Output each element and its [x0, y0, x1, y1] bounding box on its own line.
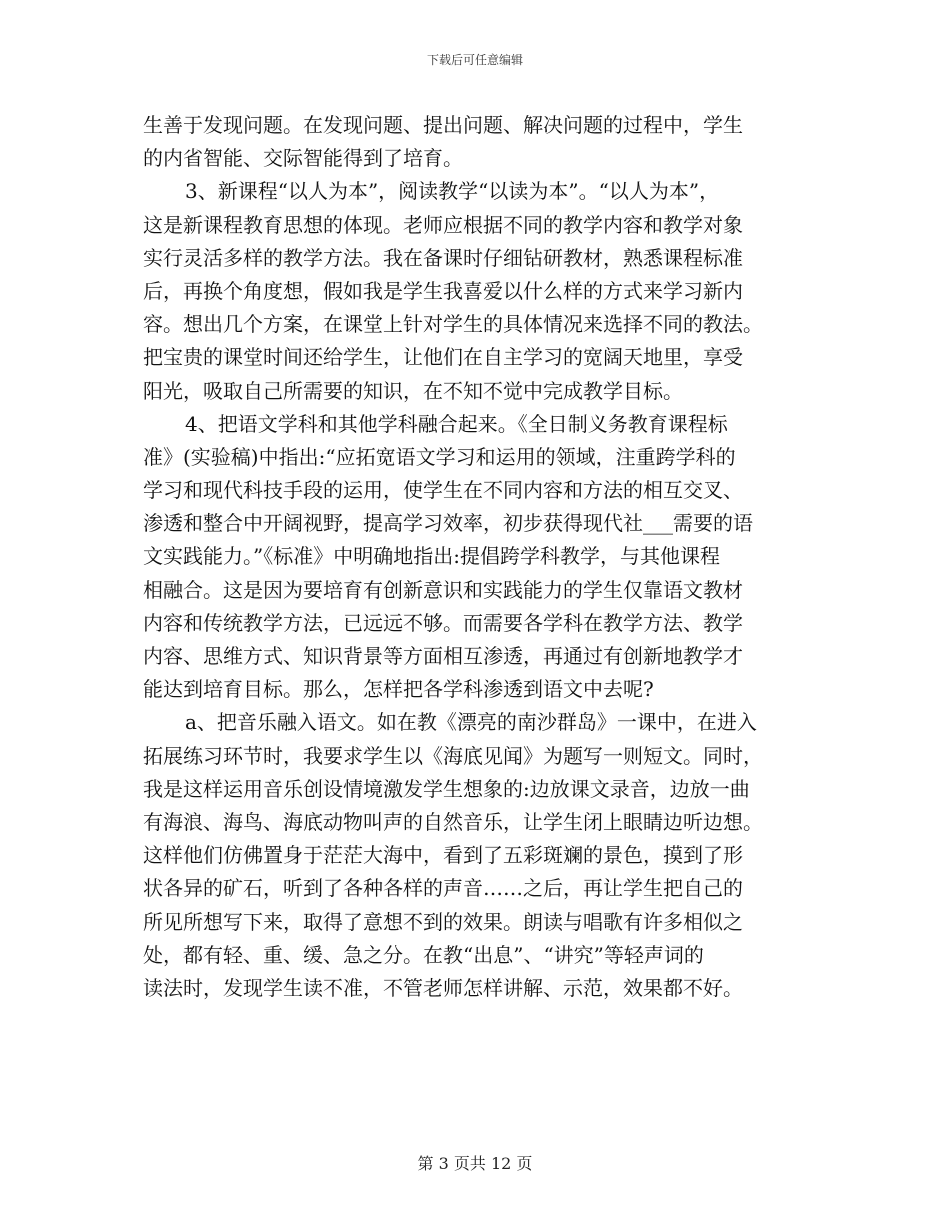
text-line: 学习和现代科技手段的运用，使学生在不同内容和方法的相互交叉、	[143, 478, 743, 503]
text-line: 这样他们仿佛置身于茫茫大海中，看到了五彩斑斓的景色，摸到了形	[143, 843, 743, 868]
text-line: 文实践能力。”《标准》中明确地指出:提倡跨学科教学，与其他课程	[143, 544, 720, 569]
paragraph-start-line: 4、把语文学科和其他学科融合起来。《全日制义务教育课程标	[185, 411, 728, 436]
text-line: 内容、思维方式、知识背景等方面相互渗透，再通过有创新地教学才	[143, 644, 743, 668]
text-line: 相融合。这是因为要培育有创新意识和实践能力的学生仅靠语文教材	[143, 577, 743, 602]
text-line: 的内省智能、交际智能得到了培育。	[143, 146, 463, 171]
text-line: 状各异的矿石，听到了各种各样的声音……之后，再让学生把自己的	[143, 876, 743, 901]
text-line: 容。想出几个方案，在课堂上针对学生的具体情况来选择不同的教法。	[143, 312, 763, 337]
page-number: 第 3 页共 12 页	[417, 1154, 533, 1173]
text-line: 有海浪、海鸟、海底动物叫声的自然音乐，让学生闭上眼睛边听边想。	[143, 809, 763, 834]
text-line: 生善于发现问题。在发现问题、提出问题、解决问题的过程中，学生	[143, 113, 743, 137]
text-line: 渗透和整合中开阔视野，提高学习效率，初步获得现代社___需要的语	[143, 511, 753, 536]
text-line: 拓展练习环节时，我要求学生以《海底见闻》为题写一则短文。同时，	[143, 743, 763, 768]
text-line: 所见所想写下来，取得了意想不到的效果。朗读与唱歌有许多相似之	[143, 909, 743, 934]
text-line: 我是这样运用音乐创设情境激发学生想象的:边放课文录音，边放一曲	[143, 776, 750, 801]
text-line: 阳光，吸取自己所需要的知识，在不知不觉中完成教学目标。	[143, 378, 683, 403]
paragraph-start-line: 3、新课程“以人为本”，阅读教学“以读为本”。“以人为本”，	[185, 179, 720, 204]
text-line: 把宝贵的课堂时间还给学生，让他们在自主学习的宽阔天地里，享受	[143, 345, 743, 370]
text-line: 能达到培育目标。那么，怎样把各学科渗透到语文中去呢?	[143, 677, 654, 702]
paragraph-start-line: a、把音乐融入语文。如在教《漂亮的南沙群岛》一课中，在进入	[185, 710, 757, 735]
text-line: 实行灵活多样的教学方法。我在备课时仔细钻研教材，熟悉课程标准	[143, 245, 743, 270]
text-line: 准》(实验稿)中指出:“应拓宽语文学习和运用的领域，注重跨学科的	[143, 444, 736, 469]
text-line: 这是新课程教育思想的体现。老师应根据不同的教学内容和教学对象	[143, 212, 743, 237]
document-body	[143, 109, 813, 1005]
text-line: 读法时，发现学生读不准，不管老师怎样讲解、示范，效果都不好。	[143, 975, 743, 1000]
page-header: 下载后可任意编辑	[426, 53, 523, 67]
text-line: 内容和传统教学方法，已远远不够。而需要各学科在教学方法、教学	[143, 610, 743, 635]
text-line: 后，再换个角度想，假如我是学生我喜爱以什么样的方式来学习新内	[143, 278, 743, 303]
text-line: 处，都有轻、重、缓、急之分。在教“出息”、“讲究”等轻声词的	[143, 942, 704, 967]
